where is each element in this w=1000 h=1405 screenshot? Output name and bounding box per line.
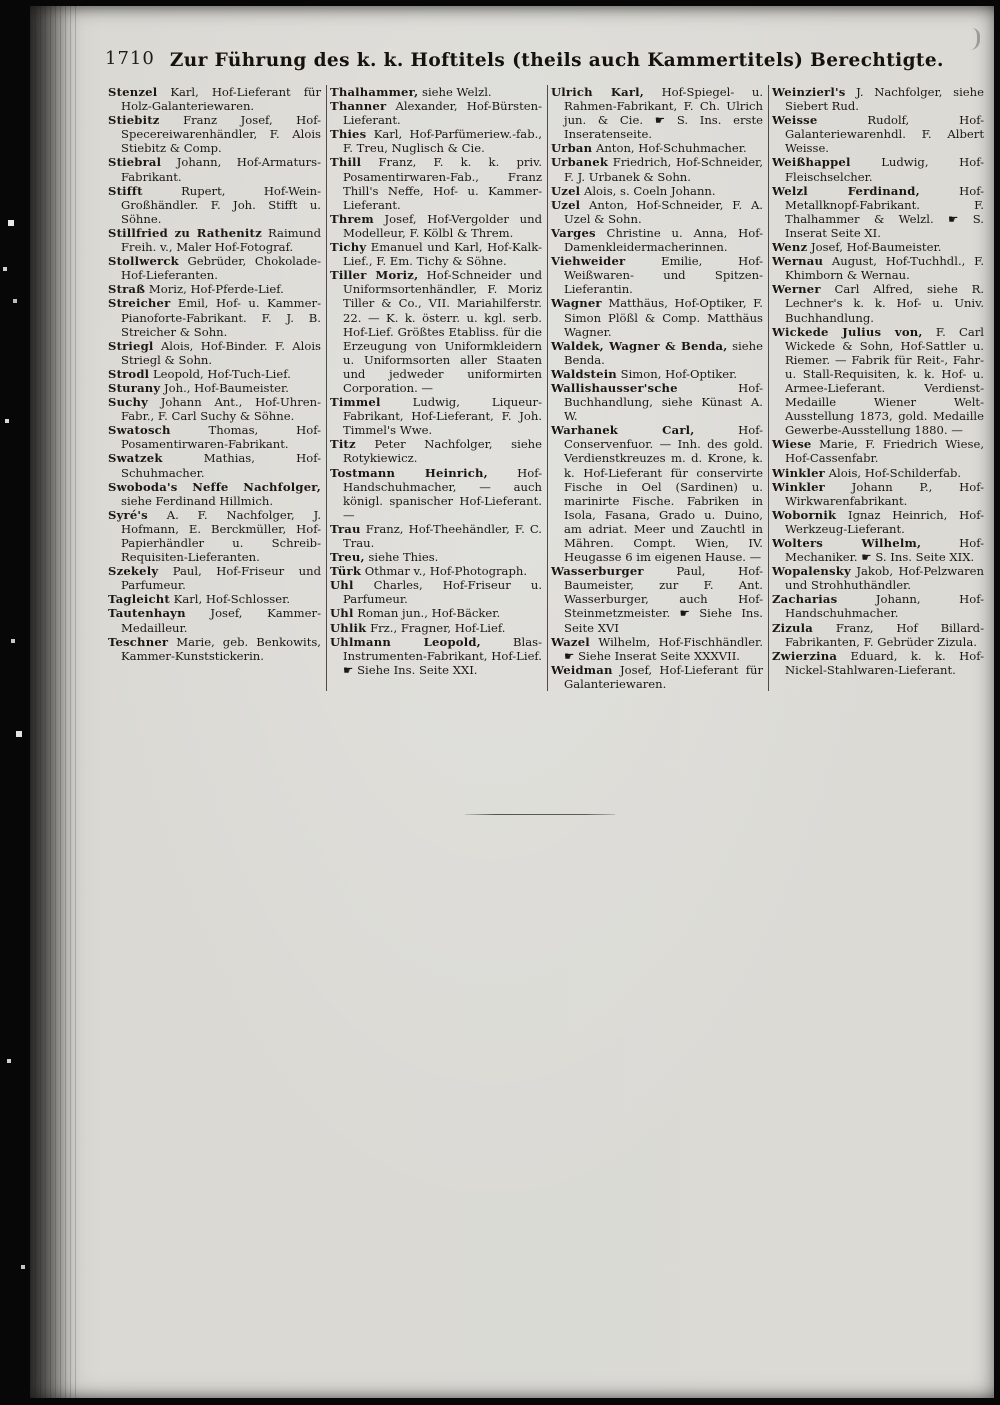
entry-name: Wasserburger bbox=[551, 564, 644, 579]
directory-entry bbox=[108, 606, 321, 634]
entry-text: siehe Ferdinand Hillmich. bbox=[121, 493, 274, 508]
entry-text: Gebrüder, Chokolade-Hof-Lieferanten. bbox=[121, 254, 322, 283]
entry-name: Viehweider bbox=[551, 254, 626, 269]
entry-text: Emanuel und Karl, Hof-Kalk-Lief., F. Em. Tichy & Söhne. bbox=[343, 240, 543, 269]
entry-text: Ludwig, Hof-Fleischselcher. bbox=[785, 155, 984, 184]
entry-text: Mathias, Hof-Schuhmacher. bbox=[121, 451, 321, 480]
entry-name: Strodl bbox=[108, 366, 150, 381]
entry-name: Werner bbox=[772, 282, 821, 297]
directory-entry bbox=[551, 254, 763, 296]
entry-text: Johann Ant., Hof-Uhren-Fabr., F. Carl Suchy & Söhne. bbox=[121, 395, 321, 424]
directory-entry bbox=[108, 635, 321, 663]
directory-entry bbox=[772, 466, 984, 480]
entry-text: Blas-Instrumenten-Fabrikant, Hof-Lief. ☛ Siehe Ins. Seite XXI. bbox=[343, 634, 543, 677]
entry-name: Urban bbox=[551, 141, 593, 156]
directory-entry bbox=[330, 635, 542, 677]
entry-text: Charles, Hof-Friseur u. Parfumeur. bbox=[343, 578, 542, 607]
entry-text: Karl, Hof-Lieferant für Holz-Galanteriewaren. bbox=[121, 85, 321, 114]
directory-entry bbox=[108, 367, 321, 381]
entry-name: Tiller Moriz, bbox=[330, 268, 419, 283]
entry-text: Rudolf, Hof-Galanteriewarenhdl. F. Albert Weisse. bbox=[785, 113, 984, 156]
entry-text: Moriz, Hof-Pferde-Lief. bbox=[148, 282, 284, 297]
entry-name: Straß bbox=[108, 282, 146, 297]
entry-text: Johann, Hof-Handschuhmacher. bbox=[785, 592, 984, 621]
entry-name: Stollwerck bbox=[108, 254, 179, 269]
directory-entry bbox=[330, 606, 542, 620]
directory-entry bbox=[108, 451, 321, 479]
entry-name: Thill bbox=[330, 155, 362, 170]
directory-entry bbox=[108, 254, 321, 282]
book-page bbox=[30, 6, 994, 1398]
entry-text: Friedrich, Hof-Schneider, F. J. Urbanek & Sohn. bbox=[564, 155, 764, 184]
entry-name: Stiebitz bbox=[108, 113, 160, 128]
page-header bbox=[105, 50, 989, 71]
entry-name: Wobornik bbox=[772, 507, 837, 522]
entry-text: Alois, Hof-Schilderfab. bbox=[828, 465, 962, 480]
directory-entry bbox=[330, 437, 542, 465]
entry-text: siehe Thies. bbox=[368, 550, 439, 565]
directory-column bbox=[326, 85, 547, 691]
entry-text: Josef, Kammer-Medailleur. bbox=[121, 606, 321, 635]
entry-text: Jakob, Hof-Pelzwaren und Strohhuthändler. bbox=[785, 564, 984, 593]
entry-name: Swoboda's Neffe Nachfolger, bbox=[108, 479, 321, 494]
entry-name: Winkler bbox=[772, 479, 825, 494]
directory-entry bbox=[772, 282, 984, 324]
directory-entry bbox=[551, 635, 763, 663]
directory-entry bbox=[108, 395, 321, 423]
entry-name: Zizula bbox=[772, 620, 813, 635]
directory-entry bbox=[108, 339, 321, 367]
entry-name: Warhanek Carl, bbox=[551, 423, 695, 438]
entry-name: Wickede Julius von, bbox=[772, 324, 923, 339]
entry-name: Wazel bbox=[551, 634, 590, 649]
entry-name: Timmel bbox=[330, 395, 381, 410]
entry-name: Wernau bbox=[772, 254, 824, 269]
entry-text: Emil, Hof- u. Kammer-Pianoforte-Fabrikant. F. J. B. Streicher & Sohn. bbox=[121, 296, 321, 339]
directory-entry bbox=[772, 592, 984, 620]
entry-text: Christine u. Anna, Hof-Damenkleidermacherinnen. bbox=[564, 225, 763, 255]
directory-entry bbox=[330, 240, 542, 268]
directory-entry bbox=[551, 226, 763, 254]
directory-entry bbox=[772, 649, 984, 677]
directory-entry bbox=[772, 240, 984, 254]
directory-entry bbox=[772, 536, 984, 564]
entry-text: Alexander, Hof-Bürsten-Lieferant. bbox=[343, 99, 542, 128]
entry-text: Peter Nachfolger, siehe Rotykiewicz. bbox=[343, 437, 543, 466]
entry-text: Wilhelm, Hof-Fischhändler. ☛ Siehe Inserat Seite XXXVII. bbox=[564, 634, 763, 663]
directory-entry bbox=[772, 325, 984, 438]
entry-name: Thanner bbox=[330, 99, 387, 114]
entry-name: Winkler bbox=[772, 465, 825, 480]
entry-text: Karl, Hof-Schlosser. bbox=[173, 592, 291, 607]
directory-entry bbox=[772, 437, 984, 465]
page-number: 1710 bbox=[105, 48, 155, 69]
entry-name: Uhl bbox=[330, 606, 354, 621]
scan-smudge bbox=[967, 28, 980, 50]
section-end-divider bbox=[465, 814, 615, 815]
entry-name: Tautenhayn bbox=[108, 606, 186, 621]
directory-entry bbox=[330, 466, 542, 522]
directory-entry bbox=[551, 339, 763, 367]
directory-entry bbox=[551, 423, 763, 564]
directory-entry bbox=[772, 254, 984, 282]
entry-text: Alois, Hof-Binder. F. Alois Striegl & Sohn. bbox=[121, 338, 321, 367]
entry-text: Hof-Handschuhmacher, — auch königl. spanischer Hof-Lieferant. — bbox=[343, 465, 542, 522]
entry-text: Frz., Fragner, Hof-Lief. bbox=[370, 620, 506, 635]
entry-text: Simon, Hof-Optiker. bbox=[620, 366, 738, 381]
entry-name: Stifft bbox=[108, 183, 143, 198]
entry-text: A. F. Nachfolger, J. Hofmann, E. Berckmüller, Hof-Papierhändler u. Schreib-Requisiten-Lieferanten. bbox=[121, 507, 322, 565]
entry-text: Hof-Metallknopf-Fabrikant. F. Thalhammer & Welzl. ☛ S. Inserat Seite XI. bbox=[785, 183, 985, 240]
entry-text: Josef, Hof-Lieferant für Galanteriewaren. bbox=[564, 662, 764, 691]
entry-text: Paul, Hof-Friseur und Parfumeur. bbox=[121, 564, 322, 593]
directory-entry bbox=[551, 184, 763, 198]
entry-text: Joh., Hof-Baumeister. bbox=[164, 380, 289, 395]
entry-text: Franz Josef, Hof-Specereiwarenhändler, F. Alois Stiebitz & Comp. bbox=[121, 113, 321, 156]
entry-text: Matthäus, Hof-Optiker, F. Simon Plößl & Comp. Matthäus Wagner. bbox=[564, 296, 763, 339]
entry-text: Johann P., Hof-Wirkwarenfabrikant. bbox=[785, 479, 984, 508]
entry-text: Marie, geb. Benkowits, Kammer-Kunststickerin. bbox=[121, 634, 321, 663]
entry-text: Karl, Hof-Parfümeriew.-fab., F. Treu, Nuglisch & Cie. bbox=[343, 127, 542, 156]
directory-entry bbox=[108, 282, 321, 296]
entry-text: Anton, Hof-Schneider, F. A. Uzel & Sohn. bbox=[564, 197, 763, 226]
directory-entry bbox=[551, 85, 763, 141]
entry-name: Stillfried zu Rathenitz bbox=[108, 225, 262, 240]
entry-name: Tagleicht bbox=[108, 592, 170, 607]
entry-text: Marie, F. Friedrich Wiese, Hof-Cassenfabr. bbox=[785, 437, 985, 466]
entry-text: Leopold, Hof-Tuch-Lief. bbox=[152, 366, 291, 381]
entry-name: Stenzel bbox=[108, 85, 158, 99]
directory-entry bbox=[108, 85, 321, 113]
directory-entry bbox=[108, 184, 321, 226]
entry-text: Johann, Hof-Armaturs-Fabrikant. bbox=[121, 155, 321, 184]
scan-dust-specks bbox=[0, 0, 2, 2]
page-gutter-shadow bbox=[30, 6, 76, 1398]
entry-name: Zwierzina bbox=[772, 648, 838, 663]
entry-text: Hof-Buchhandlung, siehe Künast A. W. bbox=[564, 380, 763, 424]
entry-text: Hof-Spiegel- u. Rahmen-Fabrikant, F. Ch. Ulrich jun. & Cie. ☛ S. Ins. erste Inseratenseite. bbox=[564, 85, 764, 142]
directory-entry bbox=[330, 268, 542, 395]
entry-name: Suchy bbox=[108, 395, 149, 410]
directory-entry bbox=[551, 663, 763, 691]
entry-name: Streicher bbox=[108, 296, 171, 311]
entry-name: Striegl bbox=[108, 338, 154, 353]
directory-entry bbox=[330, 621, 542, 635]
entry-name: Tichy bbox=[330, 240, 367, 255]
entry-name: Swatosch bbox=[108, 423, 171, 438]
entry-text: Anton, Hof-Schuhmacher. bbox=[595, 141, 747, 156]
directory-entry bbox=[108, 592, 321, 606]
entry-text: Franz, Hof-Theehändler, F. C. Trau. bbox=[343, 521, 542, 550]
directory-column bbox=[768, 85, 989, 691]
directory-entry bbox=[772, 621, 984, 649]
directory-entry bbox=[330, 99, 542, 127]
directory-entry bbox=[772, 155, 984, 183]
directory-entry bbox=[551, 198, 763, 226]
entry-name: Swatzek bbox=[108, 451, 163, 466]
directory-entry bbox=[108, 296, 321, 338]
entry-name: Wenz bbox=[772, 240, 808, 255]
entry-name: Zacharias bbox=[772, 592, 838, 607]
entry-name: Uzel bbox=[551, 197, 581, 212]
directory-entry bbox=[551, 155, 763, 183]
entry-name: Uzel bbox=[551, 183, 581, 198]
directory-column bbox=[547, 85, 768, 691]
entry-name: Teschner bbox=[108, 634, 169, 649]
entry-name: Tostmann Heinrich, bbox=[330, 465, 488, 480]
directory-entry bbox=[108, 381, 321, 395]
directory-entry bbox=[772, 184, 984, 240]
entry-name: Türk bbox=[330, 564, 362, 579]
directory-entry bbox=[108, 113, 321, 155]
entry-name: Waldstein bbox=[551, 366, 617, 381]
entry-name: Trau bbox=[330, 521, 361, 536]
entry-text: Josef, Hof-Baumeister. bbox=[810, 240, 942, 255]
directory-entry bbox=[108, 564, 321, 592]
entry-text: Emilie, Hof-Weißwaren- und Spitzen-Lieferantin. bbox=[564, 254, 763, 297]
directory-entry bbox=[772, 508, 984, 536]
entry-text: Rupert, Hof-Wein-Großhändler. F. Joh. Stifft u. Söhne. bbox=[121, 183, 321, 226]
entry-name: Weißhappel bbox=[772, 155, 851, 170]
entry-name: Wolters Wilhelm, bbox=[772, 536, 922, 550]
entry-text: Franz, F. k. k. priv. Posamentirwaren-Fab., Franz Thill's Neffe, Hof- u. Kammer-Lieferant. bbox=[343, 155, 542, 212]
entry-text: Othmar v., Hof-Photograph. bbox=[364, 564, 528, 579]
entry-name: Sturany bbox=[108, 380, 161, 395]
entry-name: Uhl bbox=[330, 578, 354, 593]
directory-entry bbox=[772, 85, 984, 113]
entry-text: Paul, Hof-Baumeister, zur F. Ant. Wasserburger, auch Hof-Steinmetzmeister. ☛ Siehe Ins. Seite XVI bbox=[564, 564, 764, 635]
entry-name: Weidman bbox=[551, 662, 613, 677]
entry-text: J. Nachfolger, siehe Siebert Rud. bbox=[785, 85, 985, 114]
entry-name: Waldek, Wagner & Benda, bbox=[551, 338, 728, 353]
entry-name: Wallishausser'sche bbox=[551, 380, 678, 395]
entry-text: siehe Benda. bbox=[564, 338, 763, 367]
entry-name: Threm bbox=[330, 211, 374, 226]
entry-name: Uhlik bbox=[330, 620, 367, 635]
directory-entry bbox=[330, 578, 542, 606]
directory-entry bbox=[551, 367, 763, 381]
directory-entry bbox=[330, 395, 542, 437]
directory-entry bbox=[108, 423, 321, 451]
entry-text: Franz, Hof Billard-Fabrikanten, F. Gebrüder Zizula. bbox=[785, 620, 985, 649]
page-title: Zur Führung des k. k. Hoftitels (theils auch Kammertitels) Berechtigte. bbox=[169, 50, 944, 71]
directory-entry bbox=[330, 212, 542, 240]
entry-name: Treu, bbox=[330, 550, 365, 565]
directory-entry bbox=[330, 127, 542, 155]
entry-text: Ignaz Heinrich, Hof-Werkzeug-Lieferant. bbox=[785, 507, 984, 536]
entry-text: Hof-Conservenfuor. — Inh. des gold. Verdienstkreuzes m. d. Krone, k. k. Hof-Lieferant für conservirte Fische in Oel (Sardinen) u. marinirte Fische. Fabriken in Isola, Fasana, Grado u. Duino, am adriat. Meer und Zauchtl in Mähren. Compt. Wien, IV. Heugasse 6 im eigenen Hause. — bbox=[564, 423, 763, 565]
directory-entry bbox=[330, 155, 542, 211]
entry-name: Thies bbox=[330, 127, 367, 142]
directory-entry bbox=[330, 564, 542, 578]
entry-name: Titz bbox=[330, 437, 356, 452]
entry-text: Josef, Hof-Vergolder und Modelleur, F. Kölbl & Threm. bbox=[343, 211, 542, 240]
entry-text: Raimund Freih. v., Maler Hof-Fotograf. bbox=[121, 225, 321, 255]
entry-name: Szekely bbox=[108, 564, 159, 579]
entry-name: Thalhammer, bbox=[330, 85, 419, 99]
directory-entry bbox=[330, 522, 542, 550]
directory-entry bbox=[108, 155, 321, 183]
directory-entry bbox=[551, 296, 763, 338]
entry-text: siehe Welzl. bbox=[422, 85, 492, 99]
entry-text: Thomas, Hof-Posamentirwaren-Fabrikant. bbox=[121, 423, 321, 452]
entry-text: Hof-Mechaniker. ☛ S. Ins. Seite XIX. bbox=[785, 536, 984, 565]
directory-entry bbox=[330, 85, 542, 99]
directory-entry bbox=[108, 226, 321, 254]
entry-text: Eduard, k. k. Hof-Nickel-Stahlwaren-Lieferant. bbox=[785, 648, 985, 677]
entry-text: Hof-Schneider und Uniformsortenhändler, F. Moriz Tiller & Co., VII. Mariahilferstr. 22. — K. k. österr. u. kgl. serb. Hof-Lief. Größtes Etabliss. für die Erzeugung von Uniformkleidern u. Uniformsorten aller Staaten und jedweder uniformirten Corporation. — bbox=[343, 268, 542, 395]
entry-name: Welzl Ferdinand, bbox=[772, 183, 920, 198]
entry-text: August, Hof-Tuchhdl., F. Khimborn & Wernau. bbox=[785, 254, 985, 283]
entry-name: Varges bbox=[551, 225, 596, 240]
entry-name: Weinzierl's bbox=[772, 85, 846, 99]
directory-entry bbox=[330, 550, 542, 564]
directory-entry bbox=[551, 564, 763, 634]
directory-entry bbox=[772, 480, 984, 508]
page-content bbox=[105, 50, 989, 691]
directory-entry bbox=[108, 508, 321, 564]
entry-name: Wopalensky bbox=[772, 564, 851, 579]
entry-text: F. Carl Wickede & Sohn, Hof-Sattler u. Riemer. — Fabrik für Reit-, Fahr- u. Stall-Requisiten, k. k. Hof- u. Armee-Lieferant. Verdienst-Medaille Wiener Welt-Ausstellung 1873, gold. Medaille Gewerbe-Ausstellung 1880. — bbox=[785, 324, 984, 438]
directory-column bbox=[105, 85, 326, 691]
entry-name: Stiebral bbox=[108, 155, 162, 170]
entry-text: Ludwig, Liqueur-Fabrikant, Hof-Lieferant, F. Joh. Timmel's Wwe. bbox=[343, 395, 542, 438]
directory-entry bbox=[108, 480, 321, 508]
entry-name: Urbanek bbox=[551, 155, 609, 170]
directory-entry bbox=[551, 381, 763, 423]
entry-name: Wagner bbox=[551, 296, 602, 311]
directory-entry bbox=[551, 141, 763, 155]
directory-entry bbox=[772, 113, 984, 155]
entry-text: Alois, s. Coeln Johann. bbox=[583, 183, 716, 198]
directory-entry bbox=[772, 564, 984, 592]
directory-columns bbox=[105, 85, 989, 691]
entry-text: Carl Alfred, siehe R. Lechner's k. k. Hof- u. Univ. Buchhandlung. bbox=[785, 282, 985, 325]
entry-name: Wiese bbox=[772, 437, 812, 452]
entry-text: Roman jun., Hof-Bäcker. bbox=[357, 606, 501, 621]
entry-name: Uhlmann Leopold, bbox=[330, 634, 481, 649]
entry-name: Weisse bbox=[772, 113, 818, 128]
entry-name: Syré's bbox=[108, 507, 148, 522]
entry-name: Ulrich Karl, bbox=[551, 85, 644, 99]
